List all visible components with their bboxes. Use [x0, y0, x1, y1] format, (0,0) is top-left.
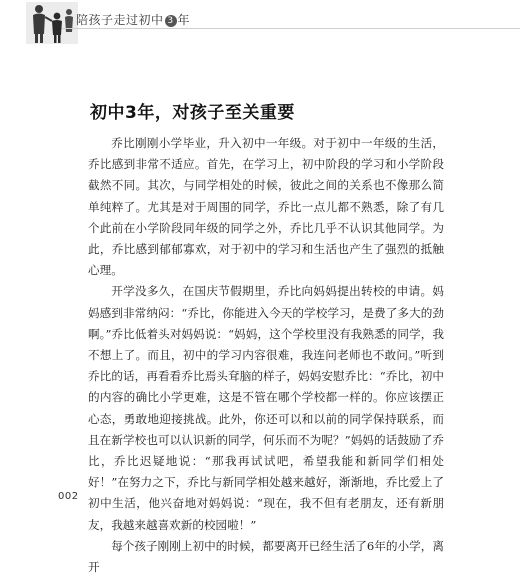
running-head-text: 陪孩子走过初中 [76, 13, 164, 27]
header-divider [62, 28, 520, 29]
running-head-suffix: 年 [177, 13, 191, 27]
body-text [88, 133, 444, 578]
parent-child-logo-icon [26, 2, 78, 44]
page-number: 002 [58, 491, 79, 502]
page-header [0, 0, 520, 46]
paragraph: 乔比刚刚小学毕业，升入初中一年级。对于初中一年级的生活，乔比感到非常不适应。首先，在学习上，初中阶段的学习和小学阶段截然不同。其次，与同学相处的时候，彼此之间的关系也不像那么简单纯粹了。尤其是对于周围的同学，乔比一点儿都不熟悉，除了有几个此前在小学阶段同年级的同学之外，乔比几乎不认识其他同学。为此，乔比感到郁郁寡欢，对于初中的学习和生活也产生了强烈的抵触心理。 [88, 136, 444, 278]
section-title: 初中3年，对孩子至关重要 [90, 103, 295, 123]
paragraph: 每个孩子刚刚上初中的时候，都要离开已经生活了6年的小学，离开 [88, 538, 444, 575]
paragraph: 开学没多久，在国庆节假期里，乔比向妈妈提出转校的申请。妈妈感到非常纳闷：“乔比，你能进入今天的学校学习，是费了多大的劲啊。”乔比低着头对妈妈说：“妈妈，这个学校里没有我熟悉的同学，我不想上了。而且，初中的学习内容很难，我连问老师也不敢问。”听到乔比的话，再看看乔比焉头耷脑的样子，妈妈安慰乔比：“乔比，初中的内容的确比小学更难，这是不管在哪个学校都一样的。你应该摆正心态，勇敢地迎接挑战。此外，你还可以和以前的同学保持联系，而且在新学校也可以认识新的同学，何乐而不为呢？”妈妈的话鼓励了乔比，乔比迟疑地说：“那我再试试吧，希望我能和新同学们相处好！”在努力之下，乔比与新同学相处越来越好，渐渐地，乔比爱上了初中生活，他兴奋地对妈妈说：“现在，我不但有老朋友，还有新朋友，我越来越喜欢新的校园啦！” [88, 284, 444, 532]
running-head [76, 11, 190, 28]
running-head-number-badge: 3 [165, 15, 177, 27]
